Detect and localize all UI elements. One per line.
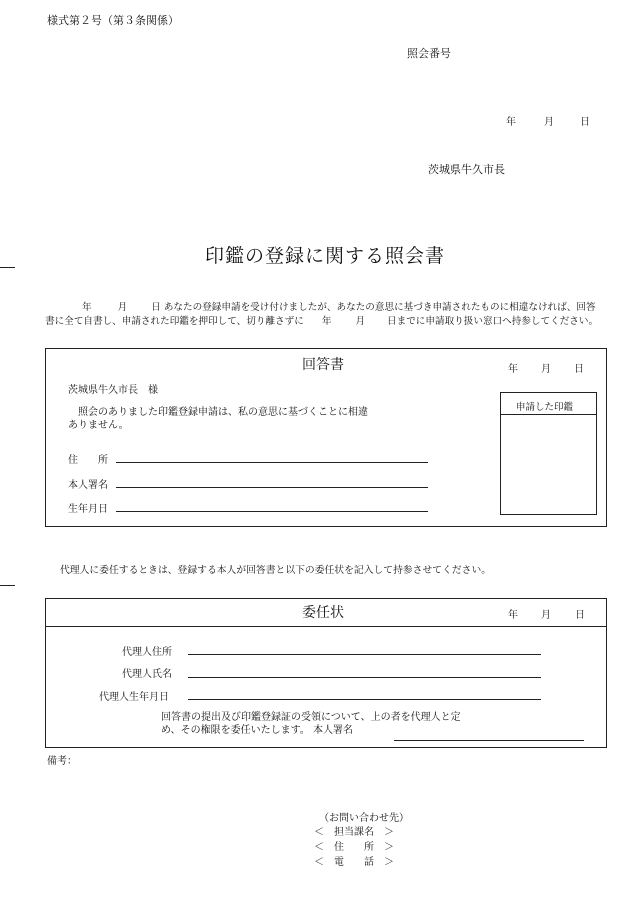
intro-text-1: あなたの登録申請を受け付けましたが、あなたの意思に基づき申請されたものに相違なければ、回答書に全て自書し、申請された印鑑を押印して、切り離さずに bbox=[45, 302, 596, 327]
intro-deadline-day: 日までに申請取り bbox=[387, 316, 464, 327]
answer-addressee: 茨城県牛久市長 様 bbox=[68, 385, 158, 396]
header-date-month: 月 bbox=[544, 117, 554, 128]
answer-date-month: 月 bbox=[541, 364, 551, 375]
proxy-principal-signature-field[interactable] bbox=[394, 740, 584, 741]
header-date-year: 年 bbox=[506, 117, 516, 128]
proxy-birthdate-field[interactable] bbox=[188, 699, 541, 700]
intro-year: 年 bbox=[82, 302, 92, 313]
answer-date-day: 日 bbox=[574, 364, 584, 375]
proxy-date-day: 日 bbox=[575, 610, 585, 621]
answer-birthdate-field[interactable] bbox=[116, 511, 428, 512]
contact-heading: （お問い合わせ先） bbox=[319, 813, 409, 824]
intro-month: 月 bbox=[117, 302, 128, 313]
answer-address-label: 住 所 bbox=[68, 455, 108, 466]
proxy-address-field[interactable] bbox=[188, 654, 541, 655]
proxy-date-year: 年 bbox=[508, 610, 518, 621]
proxy-statement-line1: 回答書の提出及び印鑑登録証の受領について、上の者を代理人と定 bbox=[161, 712, 461, 723]
cut-mark-bottom bbox=[0, 585, 15, 586]
form-number: 様式第２号（第３条関係） bbox=[47, 14, 179, 27]
document-title: 印鑑の登録に関する照会書 bbox=[205, 245, 446, 267]
answer-address-field[interactable] bbox=[116, 462, 428, 463]
intro-paragraph bbox=[45, 301, 605, 329]
answer-statement-line2: ありません。 bbox=[68, 420, 129, 431]
proxy-form-heading: 委任状 bbox=[302, 605, 344, 621]
proxy-name-label: 代理人氏名 bbox=[122, 669, 172, 680]
seal-box-label: 申請した印鑑 bbox=[516, 402, 574, 413]
answer-form-heading: 回答書 bbox=[302, 357, 344, 373]
proxy-birthdate-label: 代理人生年月日 bbox=[99, 692, 169, 703]
reference-number-label: 照会番号 bbox=[407, 47, 451, 60]
intro-deadline-month: 月 bbox=[355, 316, 366, 327]
contact-address: ＜ 住 所 ＞ bbox=[314, 842, 394, 853]
intro-text-2: 扱い窓口へ持参してください。 bbox=[463, 316, 599, 327]
intro-deadline-year: 年 bbox=[321, 316, 332, 327]
proxy-name-field[interactable] bbox=[188, 677, 541, 678]
sender-name: 茨城県牛久市長 bbox=[428, 163, 505, 176]
intro-day: 日 bbox=[151, 302, 161, 313]
answer-date-year: 年 bbox=[508, 364, 518, 375]
contact-phone: ＜ 電 話 ＞ bbox=[314, 857, 394, 868]
proxy-notice: 代理人に委任するときは、登録する本人が回答書と以下の委任状を記入して持参させてください。 bbox=[60, 565, 492, 576]
answer-signature-label: 本人署名 bbox=[68, 480, 108, 491]
answer-birthdate-label: 生年月日 bbox=[68, 504, 108, 515]
answer-statement-line1: 照会のありました印鑑登録申請は、私の意思に基づくことに相違 bbox=[78, 407, 368, 418]
proxy-date-month: 月 bbox=[541, 610, 551, 621]
seal-box-divider bbox=[500, 414, 596, 415]
proxy-address-label: 代理人住所 bbox=[122, 647, 172, 658]
header-date-day: 日 bbox=[580, 117, 590, 128]
cut-mark-top bbox=[0, 267, 15, 268]
answer-signature-field[interactable] bbox=[116, 487, 428, 488]
proxy-statement-line2: め、その権限を委任いたします。 本人署名 bbox=[161, 725, 353, 736]
remarks-label: 備考： bbox=[47, 756, 77, 767]
proxy-form-divider bbox=[45, 626, 606, 627]
contact-department: ＜ 担当課名 ＞ bbox=[314, 827, 394, 838]
